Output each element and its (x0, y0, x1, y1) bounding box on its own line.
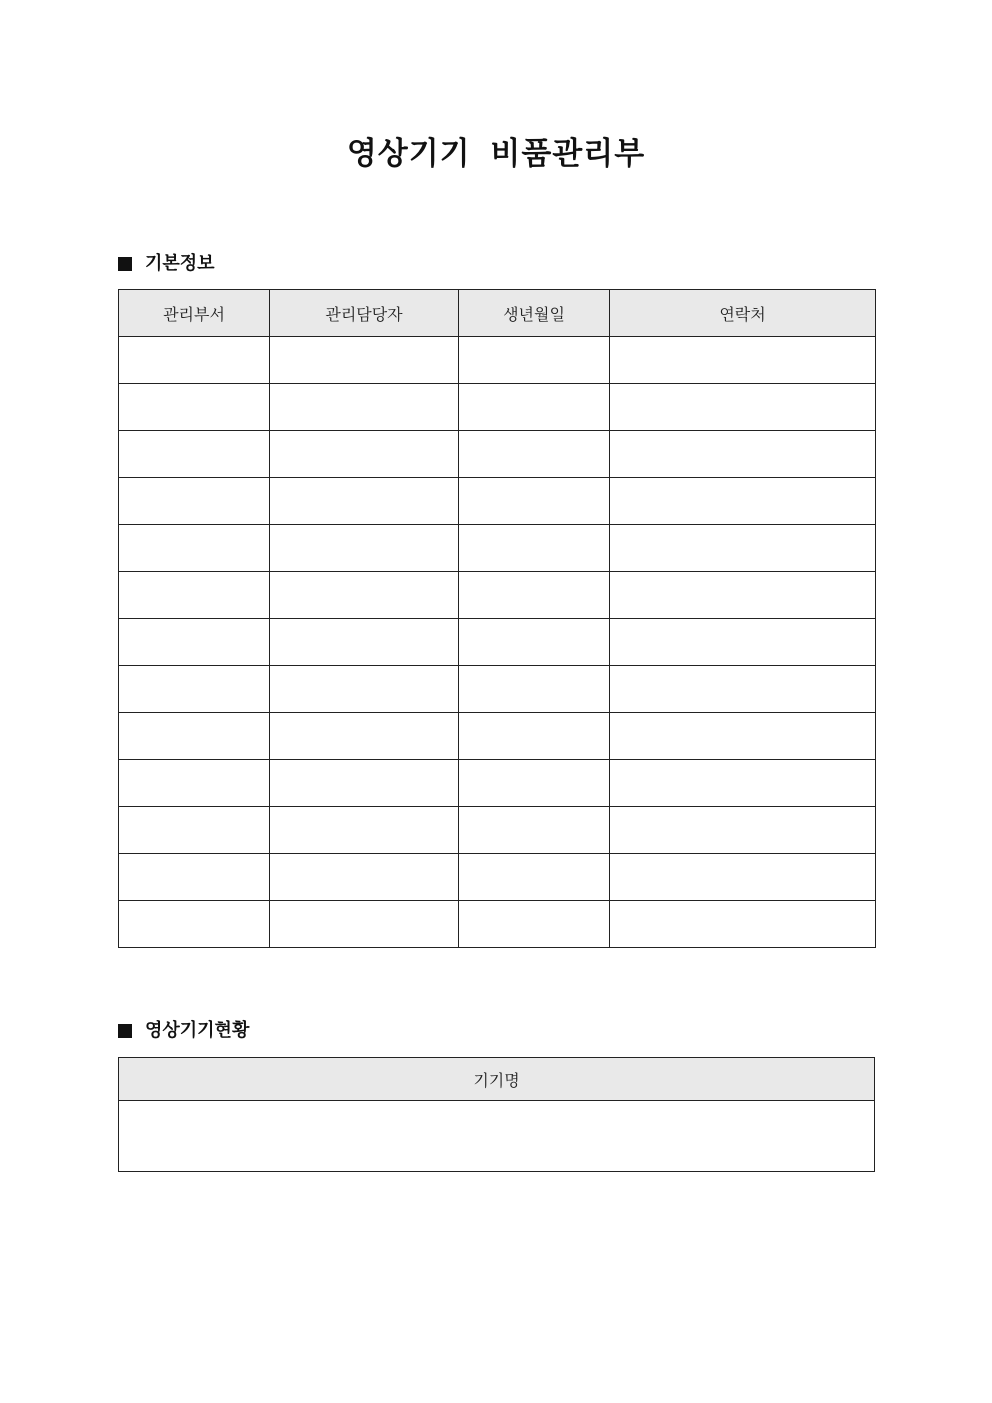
birthdate-cell[interactable] (459, 713, 610, 760)
column-header-contact: 연락처 (610, 290, 876, 337)
department-cell[interactable] (119, 337, 270, 384)
square-bullet-icon (118, 257, 132, 271)
birthdate-cell[interactable] (459, 619, 610, 666)
table-row (119, 478, 876, 525)
table-row (119, 666, 876, 713)
square-bullet-icon (118, 1024, 132, 1038)
section-heading-label: 기본정보 (145, 253, 215, 274)
manager-cell[interactable] (270, 713, 459, 760)
section-heading-basic-info (118, 252, 215, 276)
contact-cell[interactable] (610, 525, 876, 572)
birthdate-cell[interactable] (459, 901, 610, 948)
birthdate-cell[interactable] (459, 337, 610, 384)
manager-cell[interactable] (270, 525, 459, 572)
contact-cell[interactable] (610, 572, 876, 619)
birthdate-cell[interactable] (459, 807, 610, 854)
table-row (119, 713, 876, 760)
manager-cell[interactable] (270, 478, 459, 525)
contact-cell[interactable] (610, 431, 876, 478)
equipment-status-table (118, 1057, 875, 1172)
table-header-row (119, 1058, 875, 1101)
contact-cell[interactable] (610, 337, 876, 384)
contact-cell[interactable] (610, 619, 876, 666)
birthdate-cell[interactable] (459, 666, 610, 713)
manager-cell[interactable] (270, 901, 459, 948)
department-cell[interactable] (119, 901, 270, 948)
contact-cell[interactable] (610, 384, 876, 431)
device-name-cell[interactable] (119, 1101, 875, 1172)
table-row (119, 1101, 875, 1172)
manager-cell[interactable] (270, 337, 459, 384)
department-cell[interactable] (119, 713, 270, 760)
table-row (119, 760, 876, 807)
table-row (119, 572, 876, 619)
contact-cell[interactable] (610, 666, 876, 713)
department-cell[interactable] (119, 807, 270, 854)
manager-cell[interactable] (270, 619, 459, 666)
manager-cell[interactable] (270, 854, 459, 901)
birthdate-cell[interactable] (459, 478, 610, 525)
column-header-device-name: 기기명 (119, 1058, 875, 1101)
birthdate-cell[interactable] (459, 384, 610, 431)
manager-cell[interactable] (270, 760, 459, 807)
birthdate-cell[interactable] (459, 854, 610, 901)
manager-cell[interactable] (270, 431, 459, 478)
table-row (119, 619, 876, 666)
contact-cell[interactable] (610, 807, 876, 854)
department-cell[interactable] (119, 666, 270, 713)
table-row (119, 854, 876, 901)
birthdate-cell[interactable] (459, 572, 610, 619)
department-cell[interactable] (119, 854, 270, 901)
department-cell[interactable] (119, 572, 270, 619)
contact-cell[interactable] (610, 854, 876, 901)
table-row (119, 337, 876, 384)
contact-cell[interactable] (610, 478, 876, 525)
department-cell[interactable] (119, 384, 270, 431)
column-header-manager: 관리담당자 (270, 290, 459, 337)
department-cell[interactable] (119, 431, 270, 478)
section-heading-label: 영상기기현황 (145, 1020, 250, 1041)
department-cell[interactable] (119, 525, 270, 572)
table-row (119, 807, 876, 854)
table-header-row (119, 290, 876, 337)
table-row (119, 525, 876, 572)
manager-cell[interactable] (270, 384, 459, 431)
section-heading-equipment-status (118, 1019, 249, 1043)
contact-cell[interactable] (610, 901, 876, 948)
manager-cell[interactable] (270, 807, 459, 854)
table-row (119, 901, 876, 948)
contact-cell[interactable] (610, 713, 876, 760)
birthdate-cell[interactable] (459, 525, 610, 572)
table-row (119, 384, 876, 431)
column-header-department: 관리부서 (119, 290, 270, 337)
basic-info-table-body (119, 337, 876, 948)
table-row (119, 431, 876, 478)
birthdate-cell[interactable] (459, 760, 610, 807)
column-header-birthdate: 생년월일 (459, 290, 610, 337)
birthdate-cell[interactable] (459, 431, 610, 478)
basic-info-table (118, 289, 876, 948)
department-cell[interactable] (119, 760, 270, 807)
page-title: 영상기기 비품관리부 (346, 136, 646, 172)
manager-cell[interactable] (270, 666, 459, 713)
department-cell[interactable] (119, 619, 270, 666)
contact-cell[interactable] (610, 760, 876, 807)
department-cell[interactable] (119, 478, 270, 525)
manager-cell[interactable] (270, 572, 459, 619)
